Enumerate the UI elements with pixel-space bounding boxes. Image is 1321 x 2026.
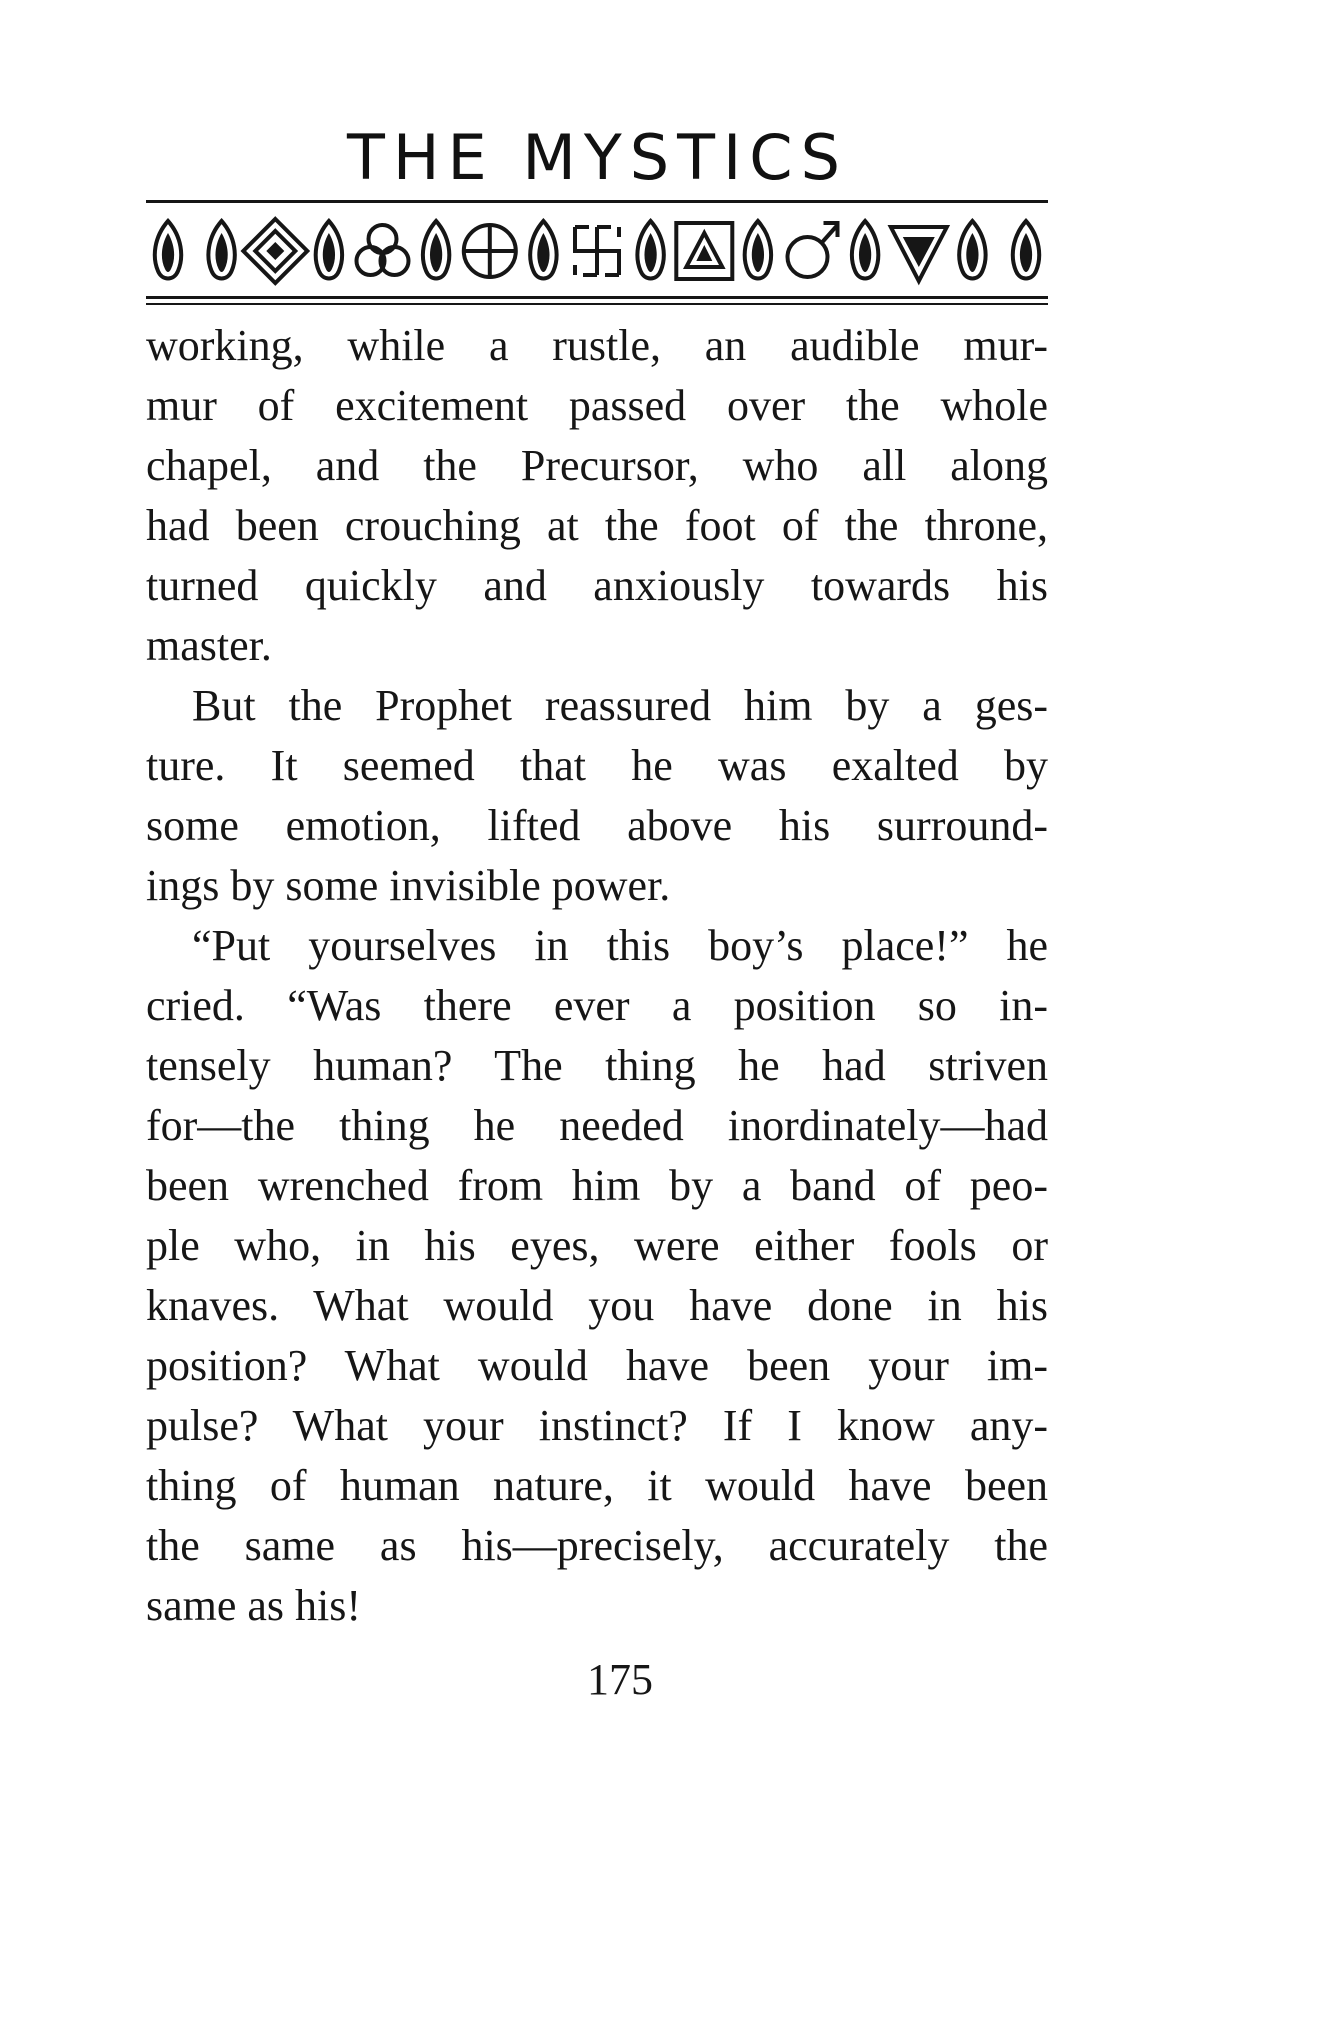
text-line: knaves. What would you have done in his: [146, 1281, 1048, 1330]
text-line: tensely human? The thing he had striven: [146, 1041, 1048, 1090]
text-line: pulse? What your instinct? If I know any-: [146, 1401, 1048, 1450]
ornament-band: [146, 212, 1048, 290]
text-line: cried. “Was there ever a position so in-: [146, 981, 1048, 1030]
text-line: mur of excitement passed over the whole: [146, 381, 1048, 430]
text-line: turned quickly and anxiously towards his: [146, 561, 1048, 610]
text-line: thing of human nature, it would have been: [146, 1461, 1048, 1510]
flame-icon: [316, 221, 342, 279]
flame-icon: [852, 221, 878, 279]
shield-icon: [891, 227, 947, 281]
text-line: working, while a rustle, an audible mur-: [146, 321, 1048, 370]
text-line: some emotion, lifted above his surround-: [146, 801, 1048, 850]
header-rule-bottom-thin: [146, 303, 1048, 305]
text-line: been wrenched from him by a band of peo-: [146, 1161, 1048, 1210]
header-rule-top: [146, 200, 1048, 203]
trefoil-knot-icon: [357, 225, 409, 275]
header-rule-bottom: [146, 296, 1048, 299]
text-line: had been crouching at the foot of the throne,: [146, 501, 1048, 550]
text-line: for—the thing he needed inordinately—had: [146, 1101, 1048, 1150]
flame-icon: [423, 221, 449, 279]
text-line: master.: [146, 621, 272, 670]
flame-icon: [208, 221, 234, 279]
text-line: ings by some invisible power.: [146, 861, 671, 910]
flame-icon: [155, 221, 181, 279]
circle-cross-icon: [464, 225, 516, 277]
body-text: [146, 316, 1048, 1636]
page-number: 175: [587, 1655, 653, 1704]
mars-symbol-icon: [788, 223, 838, 277]
diamond-icon: [243, 219, 307, 283]
text-line: ple who, in his eyes, were either fools or: [146, 1221, 1048, 1270]
flame-icon: [637, 221, 663, 279]
text-line: position? What would have been your im-: [146, 1341, 1048, 1390]
text-line: But the Prophet reassured him by a ges-: [192, 681, 1048, 730]
triangle-icon: [676, 223, 732, 279]
running-head-title: THE MYSTICS: [347, 121, 848, 194]
text-line: chapel, and the Precursor, who all along: [146, 441, 1048, 490]
text-line: the same as his—precisely, accurately the: [146, 1521, 1048, 1570]
text-line: ture. It seemed that he was exalted by: [146, 741, 1048, 790]
text-line: “Put yourselves in this boy’s place!” he: [192, 921, 1048, 970]
flame-icon: [959, 221, 985, 279]
flame-icon: [745, 221, 771, 279]
text-line: same as his!: [146, 1581, 362, 1630]
flame-icon: [1013, 221, 1039, 279]
flame-icon: [530, 221, 556, 279]
swastika-icon: [575, 227, 619, 275]
